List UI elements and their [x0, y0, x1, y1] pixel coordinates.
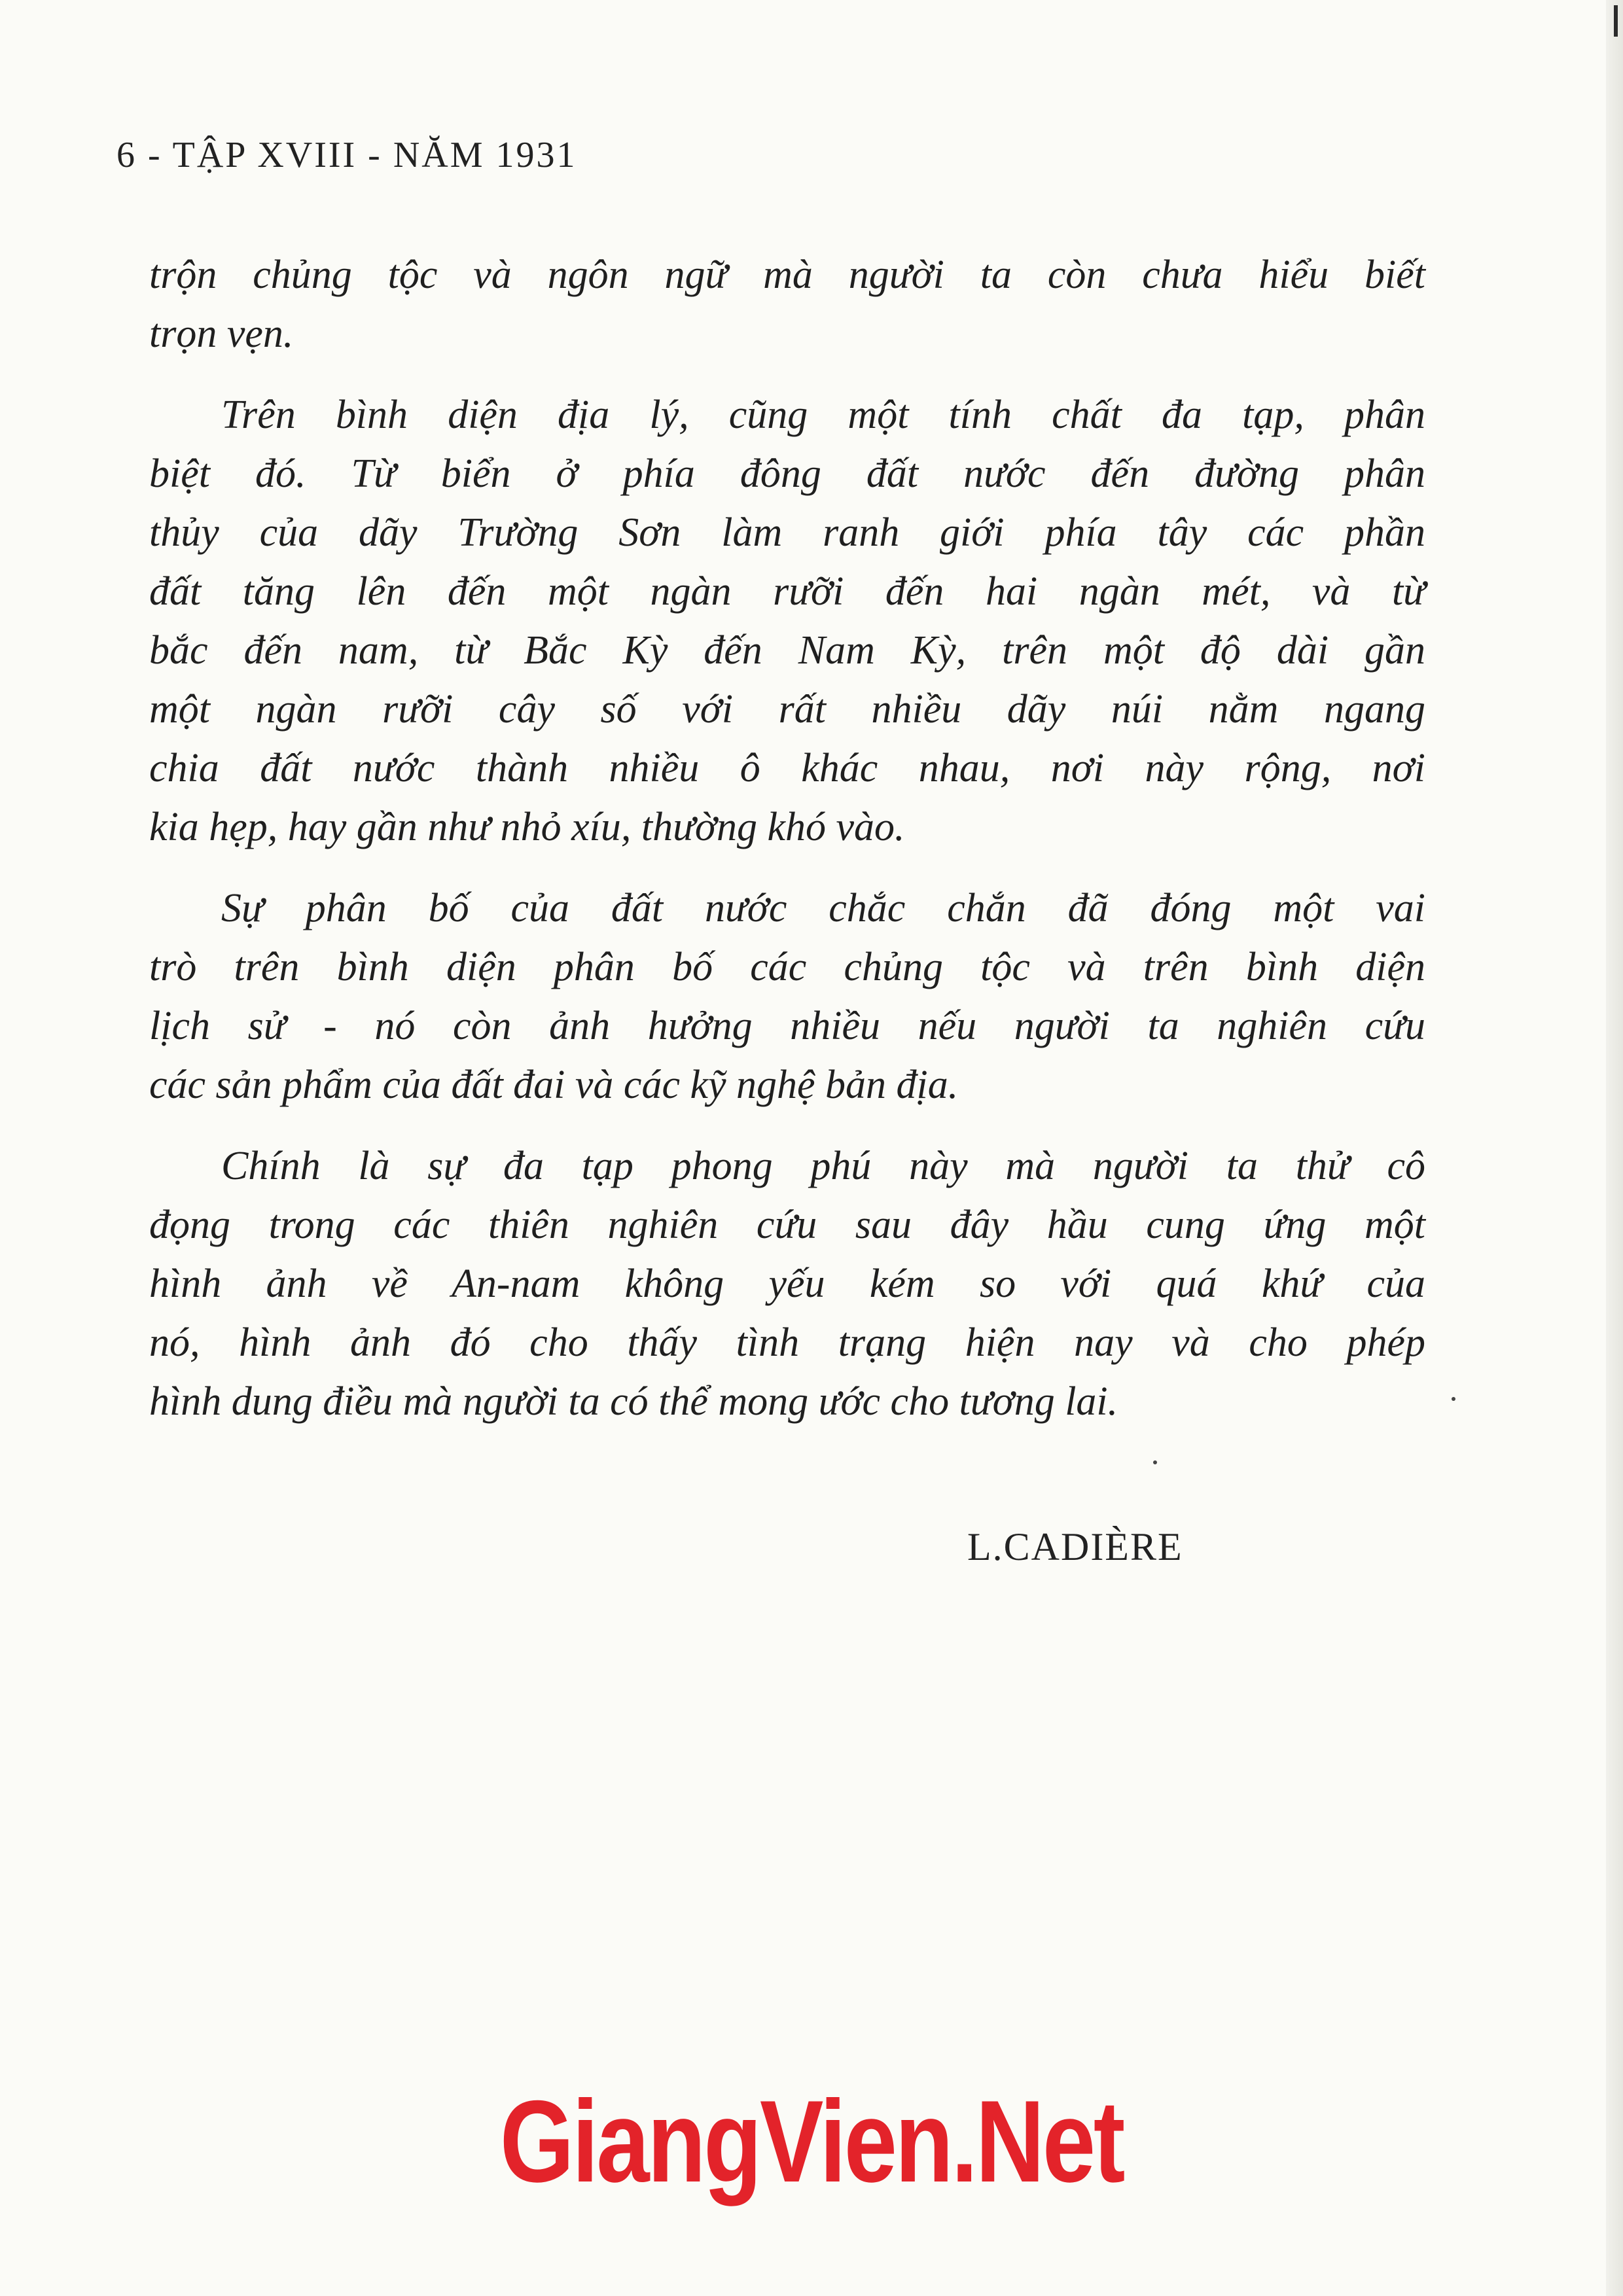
text-line: chia đất nước thành nhiều ô khác nhau, nơi này rộng, nơi: [149, 746, 1425, 790]
text-line: nó, hình ảnh đó cho thấy tình trạng hiện nay và cho phép: [149, 1320, 1425, 1365]
page-edge: [1606, 0, 1623, 2296]
text-line: hình ảnh về An-nam không yếu kém so với quá khứ của: [149, 1262, 1425, 1306]
paragraph-1: [149, 245, 1425, 363]
text-line: thủy của dãy Trường Sơn làm ranh giới phía tây các phần: [149, 510, 1425, 555]
paragraph-2: [149, 385, 1425, 857]
running-head: 6 - TẬP XVIII - NĂM 1931: [116, 135, 577, 175]
text-line: đọng trong các thiên nghiên cứu sau đây hầu cung ứng một: [149, 1203, 1425, 1247]
text-line: kia hẹp, hay gần như nhỏ xíu, thường khó vào.: [149, 805, 905, 849]
text-line: biệt đó. Từ biển ở phía đông đất nước đến đường phân: [149, 451, 1425, 496]
paragraph-4: [149, 1137, 1425, 1431]
text-line: trộn chủng tộc và ngôn ngữ mà người ta còn chưa hiểu biết: [149, 253, 1425, 297]
text-line: Sự phân bố của đất nước chắc chắn đã đóng một vai: [221, 886, 1425, 930]
text-line: các sản phẩm của đất đai và các kỹ nghệ bản địa.: [149, 1063, 959, 1107]
text-line: lịch sử - nó còn ảnh hưởng nhiều nếu người ta nghiên cứu: [149, 1004, 1425, 1048]
text-line: hình dung điều mà người ta có thể mong ước cho tương lai.: [149, 1379, 1118, 1424]
text-line: Trên bình diện địa lý, cũng một tính chất đa tạp, phân: [221, 393, 1425, 437]
author-signature: L.CADIÈRE: [967, 1525, 1183, 1568]
text-line: trò trên bình diện phân bố các chủng tộc và trên bình diện: [149, 945, 1425, 989]
text-line: Chính là sự đa tạp phong phú này mà người ta thử cô: [221, 1144, 1425, 1188]
ink-speck: [1452, 1397, 1455, 1401]
text-line: đất tăng lên đến một ngàn rưỡi đến hai ngàn mét, và từ: [149, 569, 1425, 614]
watermark-logo: GiangVien.Net: [499, 2076, 1124, 2206]
page-edge-mark: [1614, 5, 1618, 37]
text-line: bắc đến nam, từ Bắc Kỳ đến Nam Kỳ, trên một độ dài gần: [149, 628, 1425, 673]
body-text: [149, 245, 1425, 1453]
ink-speck: [1153, 1460, 1157, 1464]
text-line: trọn vẹn.: [149, 311, 294, 356]
text-line: một ngàn rưỡi cây số với rất nhiều dãy núi nằm ngang: [149, 687, 1425, 732]
paragraph-3: [149, 879, 1425, 1114]
